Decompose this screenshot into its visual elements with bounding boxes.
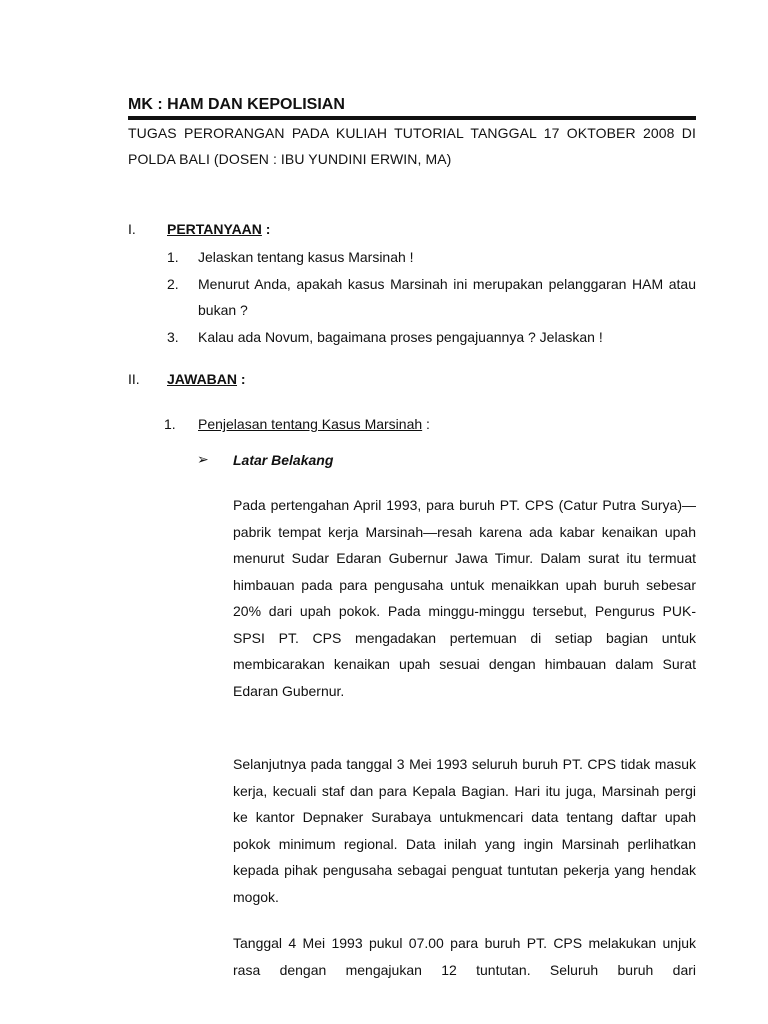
section-1-heading-text: PERTANYAAN (167, 221, 262, 237)
question-text: Kalau ada Novum, bagaimana proses pengajuannya ? Jelaskan ! (198, 328, 603, 345)
section-2-heading (167, 369, 246, 389)
subsection-heading-colon: : (422, 416, 430, 432)
question-number: 1. (167, 249, 179, 265)
arrow-bullet-icon: ➢ (197, 451, 209, 467)
question-text: Jelaskan tentang kasus Marsinah ! (198, 249, 414, 265)
document-subtitle: TUGAS PERORANGAN PADA KULIAH TUTORIAL TANGGAL 17 OKTOBER 2008 DI POLDA BALI (DOSEN : IBU YUNDINI ERWIN, MA) (128, 125, 696, 167)
question-number: 3. (167, 328, 179, 345)
subsection-number: 1. (164, 416, 176, 432)
question-list (167, 244, 696, 350)
section-1-number: I. (128, 221, 136, 237)
section-1-heading-colon: : (261, 221, 271, 237)
subsection-heading-text: Penjelasan tentang Kasus Marsinah (198, 416, 423, 432)
document-title: MK : HAM DAN KEPOLISIAN (128, 96, 345, 113)
body-paragraph: Pada pertengahan April 1993, para buruh PT. CPS (Catur Putra Surya)—pabrik tempat kerja Marsinah—resah karena ada kabar kenaikan upah menurut Sudar Edaran Gubernur Jawa Timur. Dalam surat itu termuat himbauan pada para pengusaha untuk menaikkan upah buruh sebesar 20% dari upah pokok. Pada minggu-minggu tersebut, Pengurus PUK-SPSI PT. CPS mengadakan pertemuan di setiap bagian untuk membicarakan kenaikan upah sesuai dengan himbauan dalam Surat Edaran Gubernur. (233, 497, 696, 699)
question-item (167, 244, 696, 271)
body-paragraph: Tanggal 4 Mei 1993 pukul 07.00 para buruh PT. CPS melakukan unjuk rasa dengan mengajukan 12 tuntutan. Seluruh buruh dari (233, 935, 696, 978)
body-paragraph: Selanjutnya pada tanggal 3 Mei 1993 seluruh buruh PT. CPS tidak masuk kerja, kecuali staf dan para Kepala Bagian. Hari itu juga, Marsinah pergi ke kantor Depnaker Surabaya untukmencari data tentang daftar upah pokok minimum regional. Data inilah yang ingin Marsinah perlihatkan kepada pihak pengusaha sebagai penguat tuntutan pekerja yang hendak mogok. (233, 756, 696, 905)
question-item (167, 271, 696, 324)
subsection-heading (198, 414, 430, 434)
section-2-heading-colon: : (237, 371, 246, 387)
section-1-heading (167, 219, 270, 239)
question-number: 2. (167, 275, 179, 292)
section-2-heading-text: JAWABAN (167, 371, 238, 387)
question-item (167, 324, 696, 351)
section-2-number: II. (128, 371, 140, 387)
question-text: Menurut Anda, apakah kasus Marsinah ini merupakan pelanggaran HAM atau bukan ? (198, 275, 696, 318)
bullet-heading: Latar Belakang (233, 452, 334, 468)
